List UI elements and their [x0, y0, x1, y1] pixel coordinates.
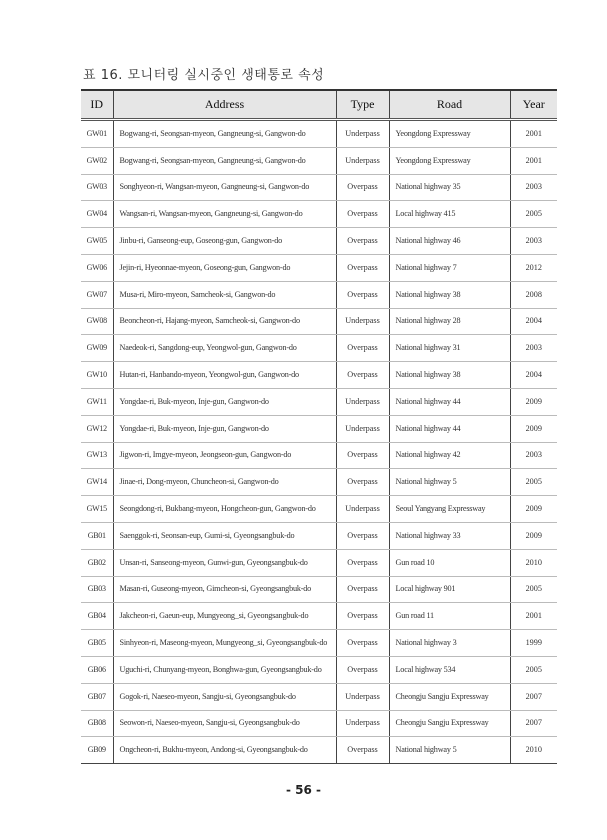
- cell-id-text: GW08: [86, 316, 107, 326]
- cell-year: 2004: [510, 308, 557, 335]
- cell-address: Jejin-ri, Hyeonnae-myeon, Goseong-gun, Gangwon-do: [113, 254, 336, 281]
- cell-id: [81, 308, 113, 335]
- cell-type: Overpass: [336, 549, 389, 576]
- cell-type: Overpass: [336, 281, 389, 308]
- page-number: - 56 -: [285, 783, 321, 797]
- cell-type: Overpass: [336, 254, 389, 281]
- table-row: [81, 576, 557, 603]
- cell-year: 2008: [510, 281, 557, 308]
- cell-id: [81, 281, 113, 308]
- cell-year: 1999: [510, 630, 557, 657]
- cell-id: GB07: [81, 683, 113, 710]
- cell-type: Overpass: [336, 656, 389, 683]
- table-row: [81, 120, 557, 148]
- cell-address: Jinae-ri, Dong-myeon, Chuncheon-si, Gangwon-do: [113, 469, 336, 496]
- table-row: [81, 147, 557, 174]
- cell-year: 2003: [510, 174, 557, 201]
- cell-road: National highway 3: [389, 630, 510, 657]
- cell-id-text: GW04: [86, 209, 107, 219]
- cell-id: [81, 120, 113, 148]
- cell-type: Overpass: [336, 335, 389, 362]
- cell-address: Masan-ri, Guseong-myeon, Gimcheon-si, Gyeongsangbuk-do: [113, 576, 336, 603]
- cell-id-text: GW13: [86, 450, 107, 460]
- cell-type: Underpass: [336, 120, 389, 148]
- cell-type: Overpass: [336, 228, 389, 255]
- table-row: [81, 630, 557, 657]
- cell-year: 2001: [510, 603, 557, 630]
- cell-year: 2010: [510, 737, 557, 764]
- table-row: [81, 522, 557, 549]
- table-body: [81, 120, 557, 764]
- cell-year: 2009: [510, 415, 557, 442]
- cell-road: Local highway 534: [389, 656, 510, 683]
- cell-address: Sinhyeon-ri, Maseong-myeon, Mungyeong_si, Gyeongsangbuk-do: [113, 630, 336, 657]
- header-id: ID: [81, 90, 113, 120]
- cell-id: [81, 362, 113, 389]
- cell-id: [81, 174, 113, 201]
- cell-id-text: GW07: [86, 289, 107, 299]
- cell-type: Overpass: [336, 576, 389, 603]
- cell-road: National highway 42: [389, 442, 510, 469]
- cell-year: 2005: [510, 576, 557, 603]
- cell-year: 2009: [510, 522, 557, 549]
- cell-type: Overpass: [336, 603, 389, 630]
- table-row: [81, 603, 557, 630]
- cell-road: National highway 46: [389, 228, 510, 255]
- table-header-row: [81, 90, 557, 120]
- cell-year: 2001: [510, 120, 557, 148]
- cell-address: Jakcheon-ri, Gaeun-eup, Mungyeong_si, Gyeongsangbuk-do: [113, 603, 336, 630]
- cell-id-text: GW01: [86, 128, 107, 138]
- header-address: Address: [113, 90, 336, 120]
- cell-type: Overpass: [336, 630, 389, 657]
- cell-year: 2005: [510, 656, 557, 683]
- cell-type: Underpass: [336, 388, 389, 415]
- cell-type: Underpass: [336, 147, 389, 174]
- table-row: [81, 442, 557, 469]
- cell-road: National highway 38: [389, 281, 510, 308]
- cell-road: Gun road 10: [389, 549, 510, 576]
- cell-id: [81, 442, 113, 469]
- cell-id: GB02: [81, 549, 113, 576]
- cell-address: Hutan-ri, Hanbando-myeon, Yeongwol-gun, Gangwon-do: [113, 362, 336, 389]
- cell-road: Cheongju Sangju Expressway: [389, 683, 510, 710]
- cell-year: 2004: [510, 362, 557, 389]
- cell-address: Yongdae-ri, Buk-myeon, Inje-gun, Gangwon-do: [113, 415, 336, 442]
- cell-type: Overpass: [336, 522, 389, 549]
- cell-year: 2003: [510, 228, 557, 255]
- cell-road: Yeongdong Expressway: [389, 120, 510, 148]
- table-row: [81, 549, 557, 576]
- cell-id: GB08: [81, 710, 113, 737]
- cell-road: National highway 44: [389, 415, 510, 442]
- cell-address: Ongcheon-ri, Bukhu-myeon, Andong-si, Gyeongsangbuk-do: [113, 737, 336, 764]
- cell-road: National highway 31: [389, 335, 510, 362]
- cell-address: Yongdae-ri, Buk-myeon, Inje-gun, Gangwon-do: [113, 388, 336, 415]
- cell-type: Underpass: [336, 415, 389, 442]
- cell-id: [81, 254, 113, 281]
- table-row: [81, 496, 557, 523]
- cell-address: Songhyeon-ri, Wangsan-myeon, Gangneung-si, Gangwon-do: [113, 174, 336, 201]
- cell-type: Overpass: [336, 174, 389, 201]
- cell-id: [81, 415, 113, 442]
- table-row: [81, 308, 557, 335]
- cell-id-text: GW06: [86, 262, 107, 272]
- cell-year: 2012: [510, 254, 557, 281]
- table-row: [81, 683, 557, 710]
- cell-id: [81, 147, 113, 174]
- cell-year: 2003: [510, 335, 557, 362]
- cell-year: 2007: [510, 683, 557, 710]
- header-road: Road: [389, 90, 510, 120]
- cell-road: National highway 28: [389, 308, 510, 335]
- cell-address: Jinbu-ri, Ganseong-eup, Goseong-gun, Gangwon-do: [113, 228, 336, 255]
- cell-road: Gun road 11: [389, 603, 510, 630]
- cell-road: National highway 44: [389, 388, 510, 415]
- cell-road: National highway 35: [389, 174, 510, 201]
- cell-year: 2007: [510, 710, 557, 737]
- table-row: [81, 469, 557, 496]
- table-row: [81, 254, 557, 281]
- cell-id-text: GW15: [86, 504, 107, 514]
- table-row: [81, 335, 557, 362]
- cell-year: 2005: [510, 201, 557, 228]
- table-row: [81, 737, 557, 764]
- cell-type: Overpass: [336, 469, 389, 496]
- cell-road: National highway 5: [389, 469, 510, 496]
- cell-road: National highway 7: [389, 254, 510, 281]
- cell-type: Underpass: [336, 308, 389, 335]
- cell-address: Jigwon-ri, Imgye-myeon, Jeongseon-gun, Gangwon-do: [113, 442, 336, 469]
- cell-id: GB01: [81, 522, 113, 549]
- cell-road: Local highway 415: [389, 201, 510, 228]
- cell-type: Overpass: [336, 201, 389, 228]
- cell-address: Bogwang-ri, Seongsan-myeon, Gangneung-si, Gangwon-do: [113, 147, 336, 174]
- table-row: [81, 388, 557, 415]
- cell-address: Musa-ri, Miro-myeon, Samcheok-si, Gangwon-do: [113, 281, 336, 308]
- table-row: [81, 362, 557, 389]
- cell-address: Unsan-ri, Sanseong-myeon, Gunwi-gun, Gyeongsangbuk-do: [113, 549, 336, 576]
- cell-id-text: GW12: [86, 423, 107, 433]
- cell-address: Seongdong-ri, Bukbang-myeon, Hongcheon-gun, Gangwon-do: [113, 496, 336, 523]
- cell-road: National highway 5: [389, 737, 510, 764]
- cell-address: Wangsan-ri, Wangsan-myeon, Gangneung-si, Gangwon-do: [113, 201, 336, 228]
- cell-address: Beoncheon-ri, Hajang-myeon, Samcheok-si, Gangwon-do: [113, 308, 336, 335]
- cell-address: Saenggok-ri, Seonsan-eup, Gumi-si, Gyeongsangbuk-do: [113, 522, 336, 549]
- cell-id: [81, 496, 113, 523]
- eco-corridor-table: [81, 89, 557, 764]
- cell-type: Overpass: [336, 362, 389, 389]
- cell-id-text: GW14: [86, 477, 107, 487]
- cell-id: [81, 201, 113, 228]
- cell-id: [81, 228, 113, 255]
- cell-road: Seoul Yangyang Expressway: [389, 496, 510, 523]
- cell-id: GB04: [81, 603, 113, 630]
- cell-id: GB09: [81, 737, 113, 764]
- header-type: Type: [336, 90, 389, 120]
- cell-id-text: GW03: [86, 182, 107, 192]
- cell-year: 2003: [510, 442, 557, 469]
- cell-road: Local highway 901: [389, 576, 510, 603]
- table-row: [81, 174, 557, 201]
- cell-address: Seowon-ri, Naeseo-myeon, Sangju-si, Gyeongsangbuk-do: [113, 710, 336, 737]
- table-row: [81, 201, 557, 228]
- table-row: [81, 656, 557, 683]
- table-row: [81, 228, 557, 255]
- cell-year: 2001: [510, 147, 557, 174]
- cell-year: 2009: [510, 388, 557, 415]
- table-caption: 표 16. 모니터링 실시중인 생태통로 속성: [83, 68, 325, 83]
- header-year: Year: [510, 90, 557, 120]
- cell-id: GB03: [81, 576, 113, 603]
- cell-address: Gogok-ri, Naeseo-myeon, Sangju-si, Gyeongsangbuk-do: [113, 683, 336, 710]
- cell-id: GB05: [81, 630, 113, 657]
- cell-address: Bogwang-ri, Seongsan-myeon, Gangneung-si, Gangwon-do: [113, 120, 336, 148]
- cell-year: 2010: [510, 549, 557, 576]
- cell-type: Underpass: [336, 710, 389, 737]
- cell-id-text: GW09: [86, 343, 107, 353]
- cell-road: Yeongdong Expressway: [389, 147, 510, 174]
- table-row: [81, 281, 557, 308]
- cell-id: [81, 335, 113, 362]
- cell-road: National highway 33: [389, 522, 510, 549]
- cell-address: Uguchi-ri, Chunyang-myeon, Bonghwa-gun, Gyeongsangbuk-do: [113, 656, 336, 683]
- cell-id: GB06: [81, 656, 113, 683]
- cell-type: Underpass: [336, 683, 389, 710]
- cell-type: Overpass: [336, 737, 389, 764]
- cell-year: 2005: [510, 469, 557, 496]
- table-row: [81, 415, 557, 442]
- cell-id: [81, 388, 113, 415]
- cell-year: 2009: [510, 496, 557, 523]
- cell-id-text: GW05: [86, 236, 107, 246]
- cell-id-text: GW11: [86, 396, 107, 406]
- cell-type: Underpass: [336, 496, 389, 523]
- cell-id: [81, 469, 113, 496]
- cell-road: Cheongju Sangju Expressway: [389, 710, 510, 737]
- cell-type: Overpass: [336, 442, 389, 469]
- cell-id-text: GW02: [86, 155, 107, 165]
- cell-address: Naedeok-ri, Sangdong-eup, Yeongwol-gun, Gangwon-do: [113, 335, 336, 362]
- cell-id-text: GW10: [86, 370, 107, 380]
- cell-road: National highway 38: [389, 362, 510, 389]
- table-row: [81, 710, 557, 737]
